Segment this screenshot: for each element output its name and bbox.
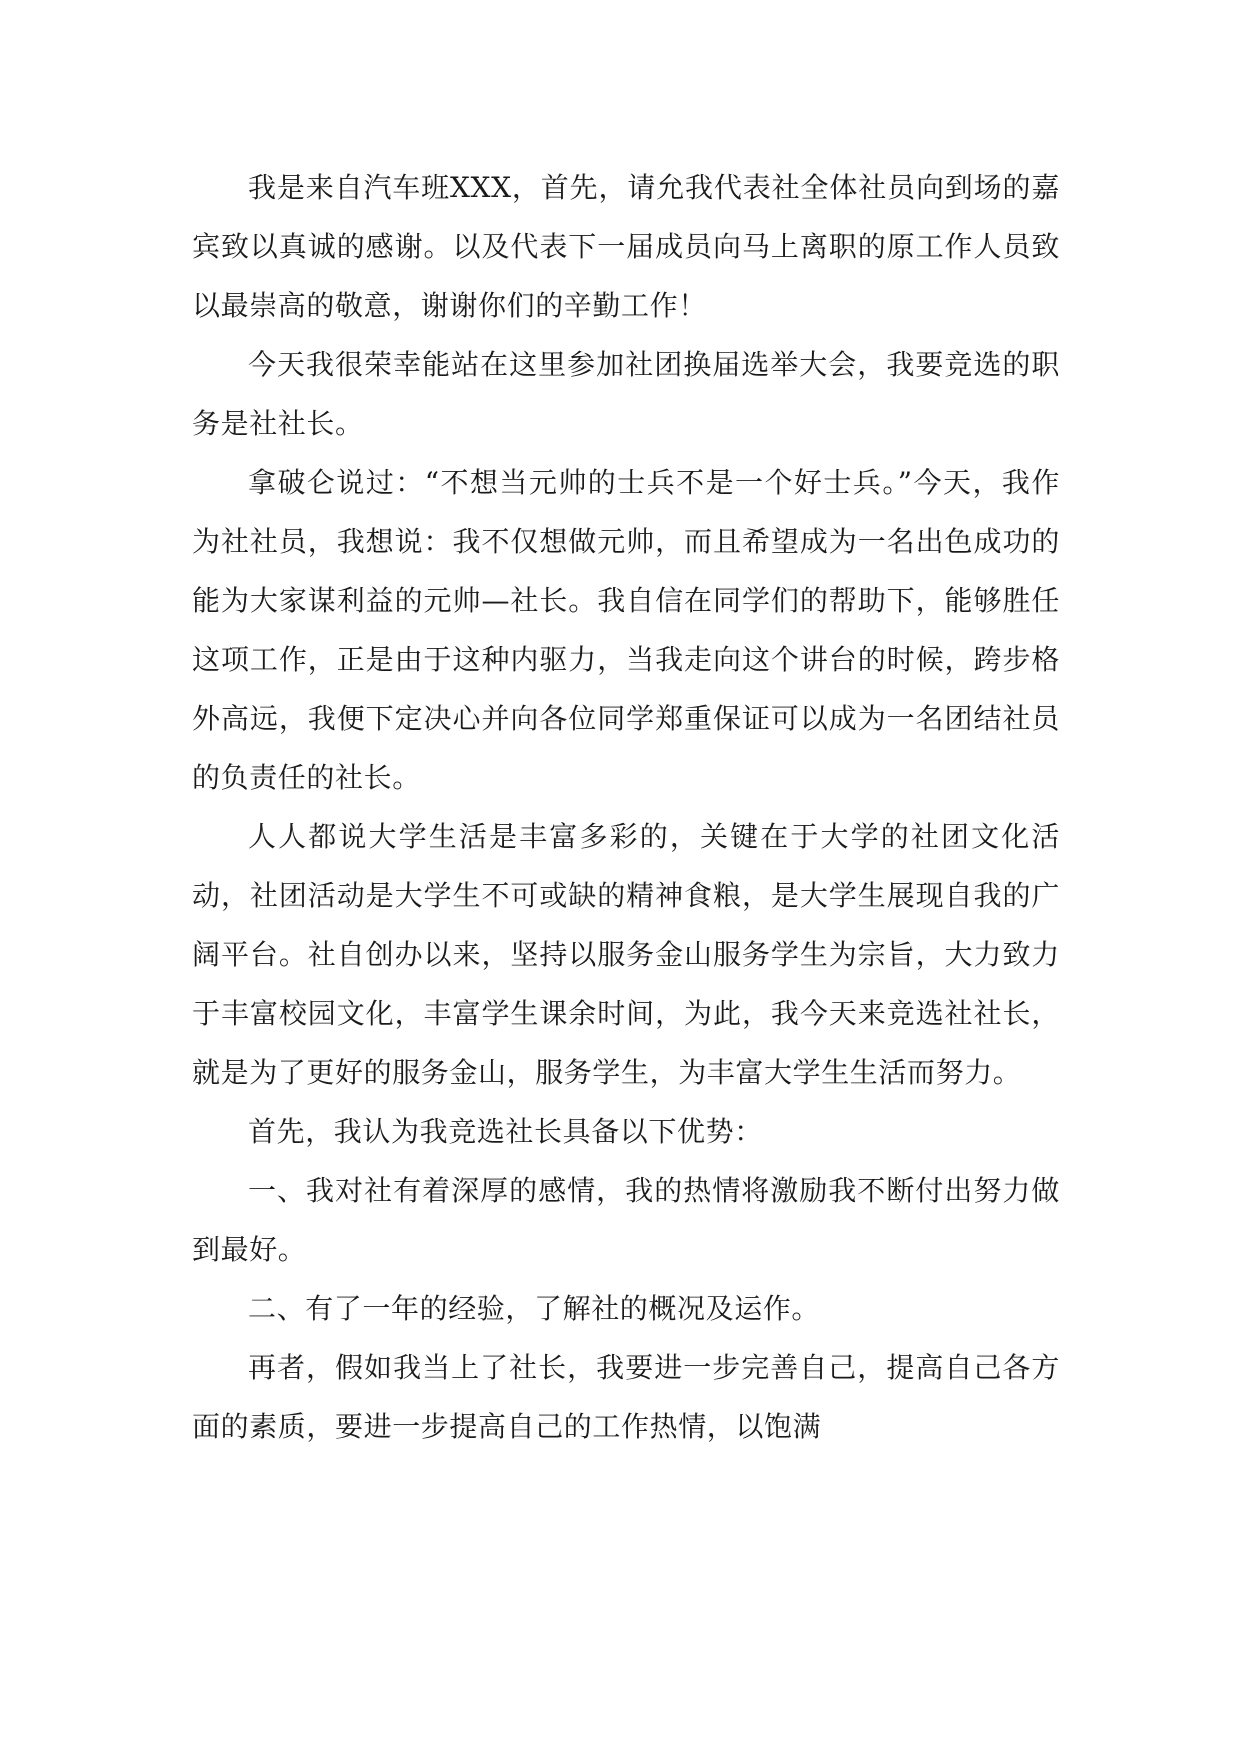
paragraph-college-life: 人人都说大学生活是丰富多彩的，关键在于大学的社团文化活动，社团活动是大学生不可或缺的精神食粮，是大学生展现自我的广阔平台。社自创办以来，坚持以服务金山服务学生为宗旨，大力致力于丰富校园文化，丰富学生课余时间，为此，我今天来竞选社社长，就是为了更好的服务金山，服务学生，为丰富大学生生活而努力。 [192,820,1060,1089]
document-body [192,158,1060,1456]
paragraph-plan: 再者，假如我当上了社长，我要进一步完善自己，提高自己各方面的素质，要进一步提高自己的工作热情，以饱满 [192,1351,1060,1443]
paragraph-intro: 我是来自汽车班XXX，首先，请允我代表社全体社员向到场的嘉宾致以真诚的感谢。以及代表下一届成员向马上离职的原工作人员致以最崇高的敬意，谢谢你们的辛勤工作！ [192,171,1060,322]
paragraph-advantages-intro: 首先，我认为我竞选社长具备以下优势： [248,1115,763,1148]
paragraph-advantage-one: 一、我对社有着深厚的感情，我的热情将激励我不断付出努力做到最好。 [192,1174,1060,1266]
paragraph-position: 今天我很荣幸能站在这里参加社团换届选举大会，我要竞选的职务是社社长。 [192,348,1060,440]
paragraph-napoleon: 拿破仑说过：“不想当元帅的士兵不是一个好士兵。”今天，我作为社社员，我想说：我不仅想做元帅，而且希望成为一名出色成功的能为大家谋利益的元帅—社长。我自信在同学们的帮助下，能够胜任这项工作，正是由于这种内驱力，当我走向这个讲台的时候，跨步格外高远，我便下定决心并向各位同学郑重保证可以成为一名团结社员的负责任的社长。 [192,466,1060,794]
paragraph-advantage-two: 二、有了一年的经验，了解社的概况及运作。 [248,1292,821,1325]
